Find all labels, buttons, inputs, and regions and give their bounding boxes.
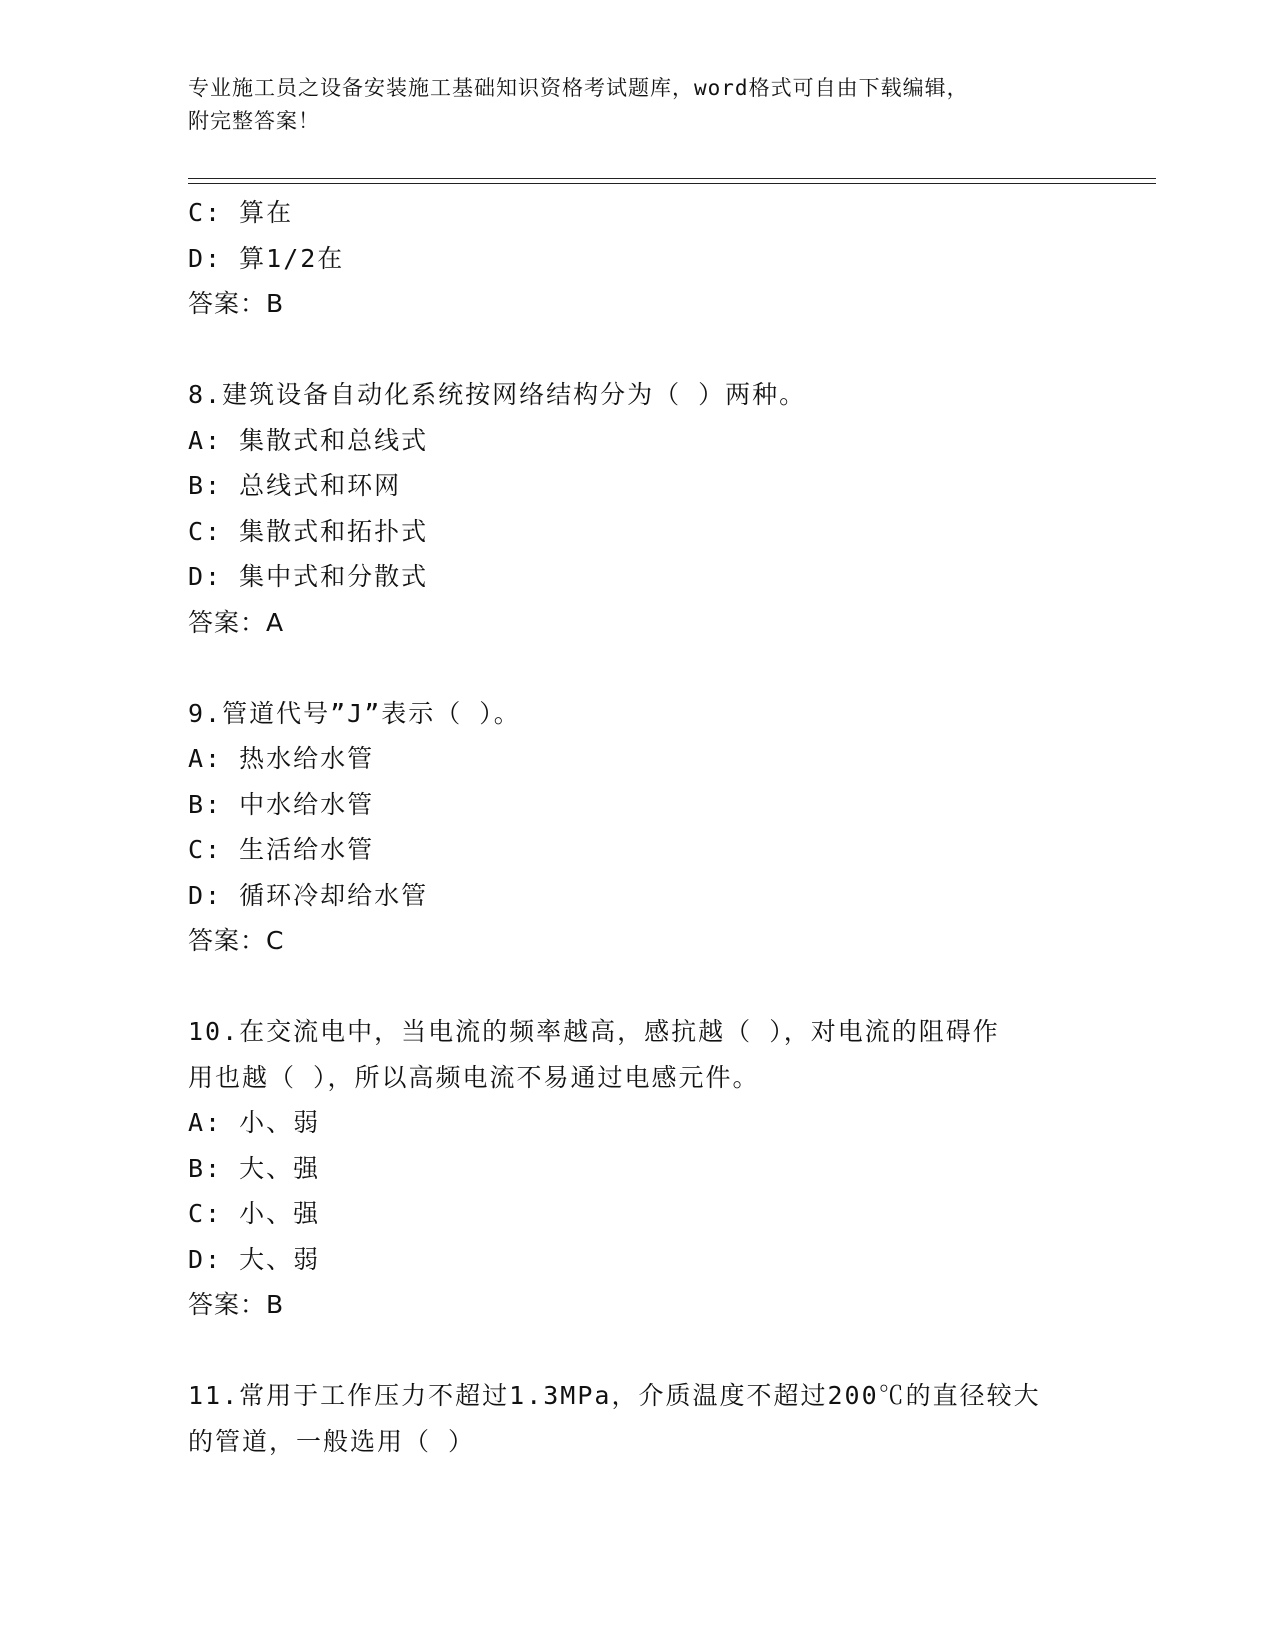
question-9 (188, 691, 1088, 964)
q9-stem: 9.管道代号”J”表示（ ）。 (188, 698, 521, 728)
q9-option-a: A: 热水给水管 (188, 744, 375, 773)
q8-option-c: C: 集散式和拓扑式 (188, 516, 429, 546)
q9-option-d: D: 循环冷却给水管 (188, 880, 429, 910)
header-divider-bottom (188, 183, 1156, 184)
q10-answer: 答案：B (188, 1290, 285, 1319)
header-line-1: 专业施工员之设备安装施工基础知识资格考试题库，word格式可自由下载编辑， (188, 76, 969, 100)
header-divider-top (188, 178, 1156, 179)
q9-option-c: C: 生活给水管 (188, 835, 375, 864)
spacer (188, 327, 1088, 373)
q10-option-c: C: 小、强 (188, 1199, 321, 1228)
q10-stem-line-1: 10.在交流电中，当电流的频率越高，感抗越（ ），对电流的阻碍作 (188, 1017, 1000, 1046)
q10-option-d: D: 大、弱 (188, 1244, 321, 1274)
question-7 (188, 190, 1088, 327)
question-8 (188, 372, 1088, 645)
q10-stem-line-2: 用也越（ ），所以高频电流不易通过电感元件。 (188, 1062, 760, 1092)
q8-option-d: D: 集中式和分散式 (188, 562, 429, 591)
q8-option-b: B: 总线式和环网 (188, 471, 402, 500)
q7-option-d: D: 算1/2在 (188, 243, 345, 273)
q7-option-c: C: 算在 (188, 198, 294, 227)
question-list (188, 190, 1088, 1464)
q8-option-a: A: 集散式和总线式 (188, 425, 429, 455)
spacer (188, 964, 1088, 1010)
q9-option-b: B: 中水给水管 (188, 789, 375, 819)
spacer (188, 645, 1088, 691)
q7-answer: 答案：B (188, 289, 285, 318)
document-header (188, 72, 1088, 138)
q9-answer: 答案：C (188, 926, 285, 955)
q8-answer: 答案：A (188, 607, 285, 637)
q11-stem-line-1: 11.常用于工作压力不超过1.3MPa，介质温度不超过200℃的直径较大 (188, 1381, 1041, 1410)
q10-option-a: A: 小、弱 (188, 1108, 321, 1137)
question-11 (188, 1373, 1088, 1464)
q8-stem: 8.建筑设备自动化系统按网络结构分为（ ）两种。 (188, 380, 807, 409)
spacer (188, 1328, 1088, 1374)
header-line-2: 附完整答案！ (188, 109, 320, 133)
question-10 (188, 1009, 1088, 1328)
q11-stem-line-2: 的管道，一般选用（ ） (188, 1426, 476, 1456)
q10-option-b: B: 大、强 (188, 1153, 321, 1183)
